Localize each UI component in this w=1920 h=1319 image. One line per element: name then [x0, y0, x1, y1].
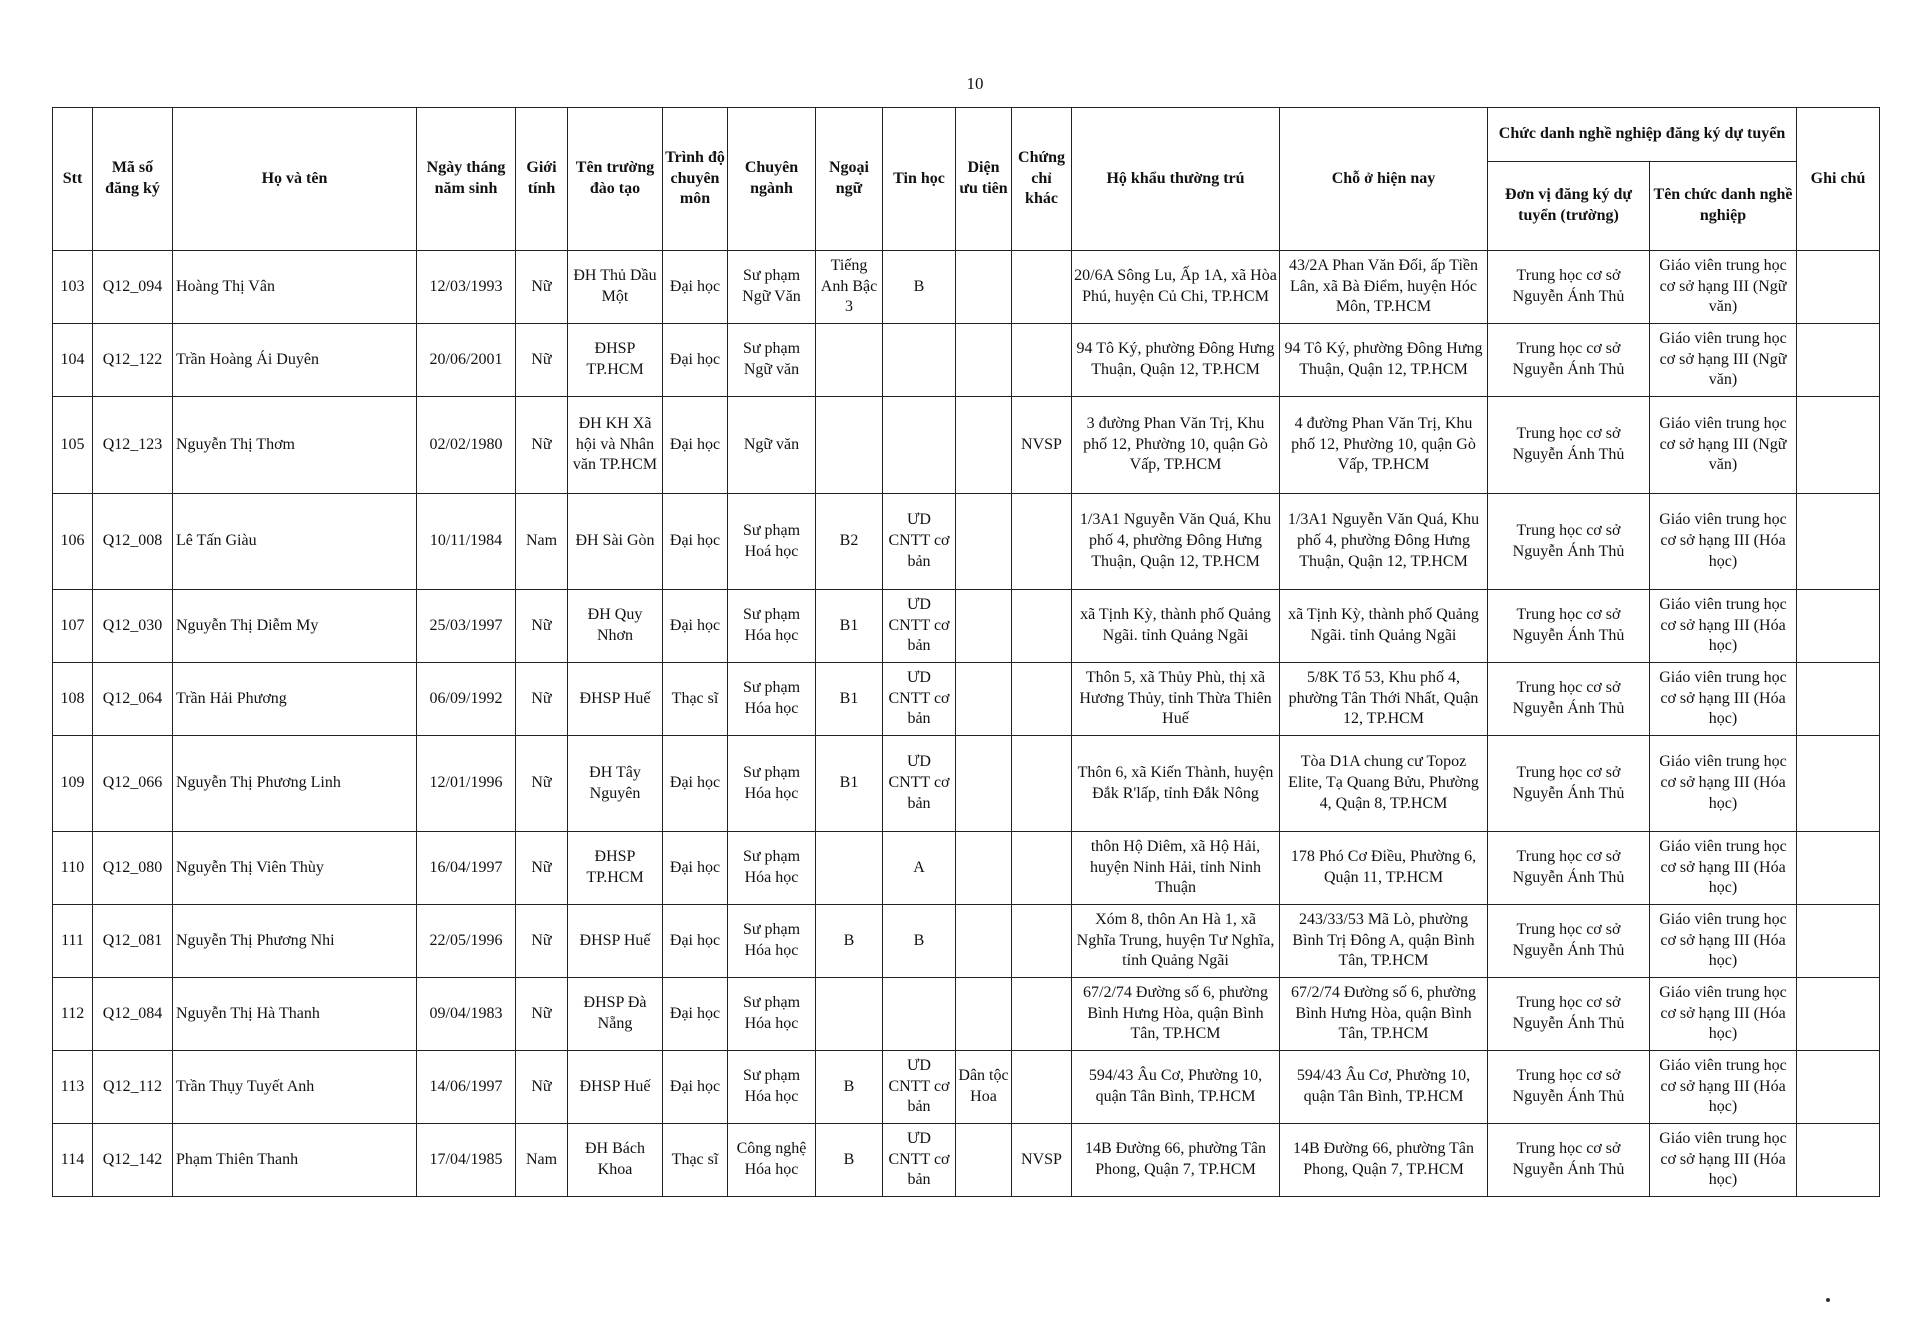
row-hometown: 20/6A Sông Lu, Ấp 1A, xã Hòa Phú, huyện Củ Chi, TP.HCM — [1072, 251, 1280, 324]
row-level: Đại học — [663, 251, 728, 324]
row-level: Đại học — [663, 978, 728, 1051]
row-name: Trần Hoàng Ái Duyên — [173, 324, 417, 397]
row-gender: Nữ — [516, 324, 568, 397]
row-certificate — [1012, 736, 1072, 832]
scan-speck — [1826, 1298, 1830, 1302]
row-language: B — [816, 1124, 883, 1197]
row-dob: 14/06/1997 — [417, 1051, 516, 1124]
row-code: Q12_094 — [93, 251, 173, 324]
row-language — [816, 978, 883, 1051]
header-chuc-danh-group: Chức danh nghề nghiệp đăng ký dự tuyển — [1488, 108, 1797, 162]
header-chuyen-nganh: Chuyên ngành — [728, 108, 816, 251]
row-certificate — [1012, 494, 1072, 590]
row-job-title: Giáo viên trung học cơ sở hạng III (Hóa học) — [1650, 905, 1797, 978]
row-code: Q12_084 — [93, 978, 173, 1051]
row-name: Nguyễn Thị Viên Thùy — [173, 832, 417, 905]
row-certificate — [1012, 251, 1072, 324]
row-code: Q12_066 — [93, 736, 173, 832]
row-unit: Trung học cơ sở Nguyễn Ánh Thủ — [1488, 590, 1650, 663]
row-hometown: Xóm 8, thôn An Hà 1, xã Nghĩa Trung, huyện Tư Nghĩa, tỉnh Quảng Ngãi — [1072, 905, 1280, 978]
row-note — [1797, 663, 1880, 736]
row-unit: Trung học cơ sở Nguyễn Ánh Thủ — [1488, 905, 1650, 978]
row-code: Q12_030 — [93, 590, 173, 663]
row-major: Sư phạm Hóa học — [728, 832, 816, 905]
row-dob: 12/03/1993 — [417, 251, 516, 324]
row-level: Đại học — [663, 590, 728, 663]
row-dob: 20/06/2001 — [417, 324, 516, 397]
row-major: Sư phạm Hóa học — [728, 736, 816, 832]
row-school: ĐHSP Huế — [568, 663, 663, 736]
row-dob: 09/04/1983 — [417, 978, 516, 1051]
row-school: ĐHSP Huế — [568, 905, 663, 978]
header-ngay-sinh: Ngày tháng năm sinh — [417, 108, 516, 251]
row-major: Sư phạm Hóa học — [728, 978, 816, 1051]
header-stt: Stt — [53, 108, 93, 251]
row-note — [1797, 1051, 1880, 1124]
row-dob: 17/04/1985 — [417, 1124, 516, 1197]
header-dien-uu-tien: Diện ưu tiên — [956, 108, 1012, 251]
row-job-title: Giáo viên trung học cơ sở hạng III (Ngữ văn) — [1650, 397, 1797, 494]
row-unit: Trung học cơ sở Nguyễn Ánh Thủ — [1488, 1124, 1650, 1197]
row-it: B — [883, 905, 956, 978]
row-code: Q12_081 — [93, 905, 173, 978]
row-name: Trần Hải Phương — [173, 663, 417, 736]
header-ma-so: Mã số đăng ký — [93, 108, 173, 251]
row-major: Sư phạm Hóa học — [728, 663, 816, 736]
row-gender: Nữ — [516, 736, 568, 832]
row-residence: 594/43 Âu Cơ, Phường 10, quận Tân Bình, TP.HCM — [1280, 1051, 1488, 1124]
row-stt: 105 — [53, 397, 93, 494]
header-trinh-do: Trình độ chuyên môn — [663, 108, 728, 251]
row-language — [816, 397, 883, 494]
row-certificate: NVSP — [1012, 397, 1072, 494]
row-level: Thạc sĩ — [663, 1124, 728, 1197]
table-row — [53, 590, 1880, 663]
row-stt: 106 — [53, 494, 93, 590]
row-major: Ngữ văn — [728, 397, 816, 494]
table-row — [53, 736, 1880, 832]
row-dob: 22/05/1996 — [417, 905, 516, 978]
row-job-title: Giáo viên trung học cơ sở hạng III (Hóa học) — [1650, 832, 1797, 905]
row-gender: Nam — [516, 494, 568, 590]
row-gender: Nữ — [516, 397, 568, 494]
row-stt: 110 — [53, 832, 93, 905]
row-school: ĐHSP Đà Nẵng — [568, 978, 663, 1051]
row-priority — [956, 494, 1012, 590]
row-dob: 06/09/1992 — [417, 663, 516, 736]
registration-table — [52, 107, 1880, 1197]
row-priority: Dân tộc Hoa — [956, 1051, 1012, 1124]
row-it: ƯD CNTT cơ bản — [883, 663, 956, 736]
row-hometown: 94 Tô Ký, phường Đông Hưng Thuận, Quận 12, TP.HCM — [1072, 324, 1280, 397]
row-residence: 178 Phó Cơ Điều, Phường 6, Quận 11, TP.HCM — [1280, 832, 1488, 905]
row-certificate: NVSP — [1012, 1124, 1072, 1197]
table-row — [53, 251, 1880, 324]
row-it — [883, 978, 956, 1051]
row-note — [1797, 324, 1880, 397]
row-residence: 1/3A1 Nguyễn Văn Quá, Khu phố 4, phường Đông Hưng Thuận, Quận 12, TP.HCM — [1280, 494, 1488, 590]
row-it: B — [883, 251, 956, 324]
row-name: Nguyễn Thị Diễm My — [173, 590, 417, 663]
row-priority — [956, 832, 1012, 905]
row-level: Đại học — [663, 832, 728, 905]
row-priority — [956, 978, 1012, 1051]
row-language — [816, 832, 883, 905]
row-language: B1 — [816, 590, 883, 663]
row-level: Thạc sĩ — [663, 663, 728, 736]
header-cho-o: Chỗ ở hiện nay — [1280, 108, 1488, 251]
row-name: Phạm Thiên Thanh — [173, 1124, 417, 1197]
row-hometown: 14B Đường 66, phường Tân Phong, Quận 7, TP.HCM — [1072, 1124, 1280, 1197]
row-job-title: Giáo viên trung học cơ sở hạng III (Hóa học) — [1650, 1124, 1797, 1197]
header-don-vi: Đơn vị đăng ký dự tuyển (trường) — [1488, 162, 1650, 251]
row-priority — [956, 905, 1012, 978]
row-gender: Nữ — [516, 832, 568, 905]
row-note — [1797, 251, 1880, 324]
table-row — [53, 905, 1880, 978]
row-it — [883, 397, 956, 494]
row-name: Lê Tấn Giàu — [173, 494, 417, 590]
row-gender: Nữ — [516, 590, 568, 663]
row-name: Nguyễn Thị Thơm — [173, 397, 417, 494]
table-row — [53, 832, 1880, 905]
row-certificate — [1012, 590, 1072, 663]
row-school: ĐH KH Xã hội và Nhân văn TP.HCM — [568, 397, 663, 494]
row-dob: 16/04/1997 — [417, 832, 516, 905]
row-job-title: Giáo viên trung học cơ sở hạng III (Ngữ văn) — [1650, 251, 1797, 324]
row-certificate — [1012, 663, 1072, 736]
row-unit: Trung học cơ sở Nguyễn Ánh Thủ — [1488, 397, 1650, 494]
row-stt: 108 — [53, 663, 93, 736]
table-row — [53, 324, 1880, 397]
table-row — [53, 494, 1880, 590]
row-priority — [956, 324, 1012, 397]
row-it — [883, 324, 956, 397]
row-note — [1797, 494, 1880, 590]
row-gender: Nữ — [516, 663, 568, 736]
header-ho-khau: Hộ khẩu thường trú — [1072, 108, 1280, 251]
row-gender: Nữ — [516, 978, 568, 1051]
row-hometown: Thôn 6, xã Kiến Thành, huyện Đắk R'lấp, tỉnh Đắk Nông — [1072, 736, 1280, 832]
table-header — [53, 108, 1880, 251]
row-hometown: Thôn 5, xã Thủy Phù, thị xã Hương Thủy, tỉnh Thừa Thiên Huế — [1072, 663, 1280, 736]
header-chung-chi: Chứng chỉ khác — [1012, 108, 1072, 251]
row-unit: Trung học cơ sở Nguyễn Ánh Thủ — [1488, 1051, 1650, 1124]
row-note — [1797, 736, 1880, 832]
row-stt: 112 — [53, 978, 93, 1051]
row-school: ĐH Tây Nguyên — [568, 736, 663, 832]
row-unit: Trung học cơ sở Nguyễn Ánh Thủ — [1488, 251, 1650, 324]
row-hometown: 594/43 Âu Cơ, Phường 10, quận Tân Bình, TP.HCM — [1072, 1051, 1280, 1124]
row-code: Q12_080 — [93, 832, 173, 905]
row-level: Đại học — [663, 905, 728, 978]
row-job-title: Giáo viên trung học cơ sở hạng III (Ngữ văn) — [1650, 324, 1797, 397]
table-row — [53, 978, 1880, 1051]
row-job-title: Giáo viên trung học cơ sở hạng III (Hóa học) — [1650, 736, 1797, 832]
row-gender: Nữ — [516, 1051, 568, 1124]
row-code: Q12_122 — [93, 324, 173, 397]
row-name: Nguyễn Thị Hà Thanh — [173, 978, 417, 1051]
header-ho-ten: Họ và tên — [173, 108, 417, 251]
row-job-title: Giáo viên trung học cơ sở hạng III (Hóa học) — [1650, 663, 1797, 736]
row-residence: 94 Tô Ký, phường Đông Hưng Thuận, Quận 12, TP.HCM — [1280, 324, 1488, 397]
row-language: B2 — [816, 494, 883, 590]
row-job-title: Giáo viên trung học cơ sở hạng III (Hóa học) — [1650, 494, 1797, 590]
row-unit: Trung học cơ sở Nguyễn Ánh Thủ — [1488, 663, 1650, 736]
row-priority — [956, 736, 1012, 832]
row-level: Đại học — [663, 736, 728, 832]
header-ten-chuc-danh: Tên chức danh nghề nghiệp — [1650, 162, 1797, 251]
row-level: Đại học — [663, 1051, 728, 1124]
row-language: B1 — [816, 663, 883, 736]
row-stt: 107 — [53, 590, 93, 663]
row-priority — [956, 397, 1012, 494]
row-hometown: 67/2/74 Đường số 6, phường Bình Hưng Hòa, quận Bình Tân, TP.HCM — [1072, 978, 1280, 1051]
row-unit: Trung học cơ sở Nguyễn Ánh Thủ — [1488, 494, 1650, 590]
row-priority — [956, 1124, 1012, 1197]
row-stt: 104 — [53, 324, 93, 397]
row-school: ĐHSP TP.HCM — [568, 324, 663, 397]
row-hometown: xã Tịnh Kỳ, thành phố Quảng Ngãi. tỉnh Quảng Ngãi — [1072, 590, 1280, 663]
row-stt: 113 — [53, 1051, 93, 1124]
row-stt: 109 — [53, 736, 93, 832]
row-residence: xã Tịnh Kỳ, thành phố Quảng Ngãi. tỉnh Quảng Ngãi — [1280, 590, 1488, 663]
table-row — [53, 663, 1880, 736]
row-level: Đại học — [663, 397, 728, 494]
row-residence: 43/2A Phan Văn Đối, ấp Tiền Lân, xã Bà Điểm, huyện Hóc Môn, TP.HCM — [1280, 251, 1488, 324]
row-unit: Trung học cơ sở Nguyễn Ánh Thủ — [1488, 324, 1650, 397]
row-unit: Trung học cơ sở Nguyễn Ánh Thủ — [1488, 978, 1650, 1051]
row-residence: 14B Đường 66, phường Tân Phong, Quận 7, TP.HCM — [1280, 1124, 1488, 1197]
row-note — [1797, 832, 1880, 905]
row-dob: 12/01/1996 — [417, 736, 516, 832]
row-dob: 02/02/1980 — [417, 397, 516, 494]
row-level: Đại học — [663, 324, 728, 397]
row-dob: 25/03/1997 — [417, 590, 516, 663]
row-residence: 4 đường Phan Văn Trị, Khu phố 12, Phường 10, quận Gò Vấp, TP.HCM — [1280, 397, 1488, 494]
row-school: ĐH Sài Gòn — [568, 494, 663, 590]
row-major: Sư phạm Hoá học — [728, 494, 816, 590]
row-job-title: Giáo viên trung học cơ sở hạng III (Hóa học) — [1650, 1051, 1797, 1124]
row-residence: 67/2/74 Đường số 6, phường Bình Hưng Hòa, quận Bình Tân, TP.HCM — [1280, 978, 1488, 1051]
row-major: Công nghệ Hóa học — [728, 1124, 816, 1197]
row-level: Đại học — [663, 494, 728, 590]
row-dob: 10/11/1984 — [417, 494, 516, 590]
row-stt: 114 — [53, 1124, 93, 1197]
header-gioi-tinh: Giới tính — [516, 108, 568, 251]
row-note — [1797, 905, 1880, 978]
row-gender: Nam — [516, 1124, 568, 1197]
row-language: B — [816, 1051, 883, 1124]
row-residence: 5/8K Tổ 53, Khu phố 4, phường Tân Thới Nhất, Quận 12, TP.HCM — [1280, 663, 1488, 736]
table-row — [53, 1124, 1880, 1197]
row-school: ĐH Bách Khoa — [568, 1124, 663, 1197]
row-priority — [956, 251, 1012, 324]
page-number: 10 — [966, 74, 984, 93]
row-priority — [956, 590, 1012, 663]
row-major: Sư phạm Ngữ văn — [728, 324, 816, 397]
row-certificate — [1012, 832, 1072, 905]
row-residence: 243/33/53 Mã Lò, phường Bình Trị Đông A, quận Bình Tân, TP.HCM — [1280, 905, 1488, 978]
row-note — [1797, 590, 1880, 663]
row-name: Nguyễn Thị Phương Nhi — [173, 905, 417, 978]
row-name: Nguyễn Thị Phương Linh — [173, 736, 417, 832]
row-it: ƯD CNTT cơ bản — [883, 1124, 956, 1197]
row-language — [816, 324, 883, 397]
row-it: ƯD CNTT cơ bản — [883, 590, 956, 663]
row-note — [1797, 1124, 1880, 1197]
row-gender: Nữ — [516, 905, 568, 978]
row-certificate — [1012, 978, 1072, 1051]
row-stt: 103 — [53, 251, 93, 324]
row-note — [1797, 978, 1880, 1051]
row-code: Q12_008 — [93, 494, 173, 590]
row-priority — [956, 663, 1012, 736]
row-it: ƯD CNTT cơ bản — [883, 494, 956, 590]
row-it: ƯD CNTT cơ bản — [883, 736, 956, 832]
header-ngoai-ngu: Ngoại ngữ — [816, 108, 883, 251]
row-school: ĐHSP TP.HCM — [568, 832, 663, 905]
row-major: Sư phạm Hóa học — [728, 905, 816, 978]
row-language: B1 — [816, 736, 883, 832]
row-certificate — [1012, 905, 1072, 978]
table-row — [53, 397, 1880, 494]
row-certificate — [1012, 1051, 1072, 1124]
row-major: Sư phạm Ngữ Văn — [728, 251, 816, 324]
row-stt: 111 — [53, 905, 93, 978]
row-language: B — [816, 905, 883, 978]
row-residence: Tòa D1A chung cư Topoz Elite, Tạ Quang Bửu, Phường 4, Quận 8, TP.HCM — [1280, 736, 1488, 832]
row-code: Q12_123 — [93, 397, 173, 494]
row-school: ĐH Quy Nhơn — [568, 590, 663, 663]
row-hometown: 3 đường Phan Văn Trị, Khu phố 12, Phường 10, quận Gò Vấp, TP.HCM — [1072, 397, 1280, 494]
row-hometown: 1/3A1 Nguyễn Văn Quá, Khu phố 4, phường Đông Hưng Thuận, Quận 12, TP.HCM — [1072, 494, 1280, 590]
row-unit: Trung học cơ sở Nguyễn Ánh Thủ — [1488, 832, 1650, 905]
row-language: Tiếng Anh Bậc 3 — [816, 251, 883, 324]
header-ghi-chu: Ghi chú — [1797, 108, 1880, 251]
row-gender: Nữ — [516, 251, 568, 324]
row-it: A — [883, 832, 956, 905]
row-job-title: Giáo viên trung học cơ sở hạng III (Hóa học) — [1650, 978, 1797, 1051]
table-body — [53, 251, 1880, 1197]
row-code: Q12_142 — [93, 1124, 173, 1197]
row-note — [1797, 397, 1880, 494]
row-code: Q12_064 — [93, 663, 173, 736]
row-name: Hoàng Thị Vân — [173, 251, 417, 324]
row-job-title: Giáo viên trung học cơ sở hạng III (Hóa học) — [1650, 590, 1797, 663]
row-unit: Trung học cơ sở Nguyễn Ánh Thủ — [1488, 736, 1650, 832]
header-tin-hoc: Tin học — [883, 108, 956, 251]
row-hometown: thôn Hộ Diêm, xã Hộ Hải, huyện Ninh Hải, tỉnh Ninh Thuận — [1072, 832, 1280, 905]
header-truong: Tên trường đào tạo — [568, 108, 663, 251]
row-major: Sư phạm Hóa học — [728, 590, 816, 663]
row-it: ƯD CNTT cơ bản — [883, 1051, 956, 1124]
row-certificate — [1012, 324, 1072, 397]
row-code: Q12_112 — [93, 1051, 173, 1124]
row-name: Trần Thụy Tuyết Anh — [173, 1051, 417, 1124]
row-school: ĐHSP Huế — [568, 1051, 663, 1124]
table-row — [53, 1051, 1880, 1124]
row-major: Sư phạm Hóa học — [728, 1051, 816, 1124]
row-school: ĐH Thủ Dầu Một — [568, 251, 663, 324]
